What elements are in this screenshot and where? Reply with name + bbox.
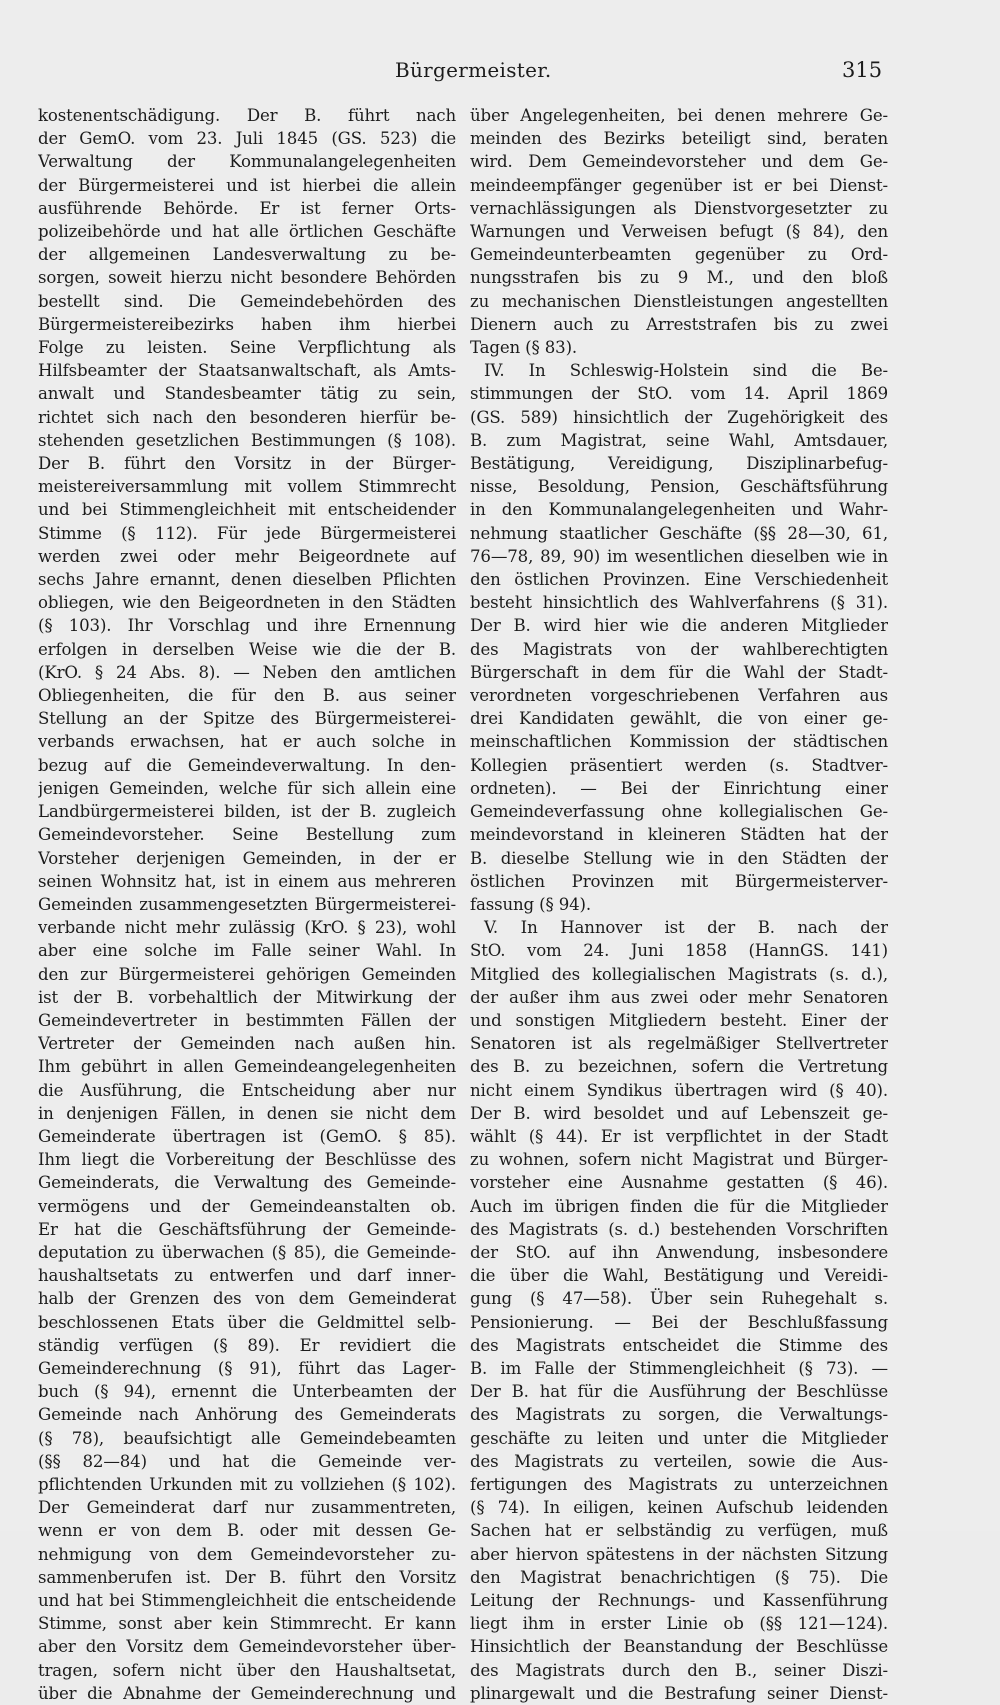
text-line: Mitglied des kollegialischen Magistrats (s. d.),: [470, 964, 888, 984]
text-line: verbands erwachsen, hat er auch solche in: [38, 732, 456, 752]
text-line: kostenentschädigung. Der B. führt nach: [38, 106, 456, 125]
text-line: des Magistrats entscheidet die Stimme des: [470, 1335, 888, 1355]
text-line: aber den Vorsitz dem Gemeindevorsteher über-: [38, 1637, 456, 1657]
text-line: des Magistrats zu sorgen, die Verwaltungs-: [470, 1405, 888, 1425]
text-line: Kollegien präsentiert werden (s. Stadtver-: [470, 755, 888, 775]
column-gutter: [458, 104, 459, 1454]
text-line: Ihm gebührt in allen Gemeindeangelegenheiten: [38, 1057, 456, 1077]
text-line: haushaltsetats zu entwerfen und darf inner-: [38, 1266, 456, 1286]
text-line: beschlossenen Etats über die Geldmittel selb-: [38, 1312, 456, 1332]
text-line: buch (§ 94), ernennt die Unterbeamten der: [38, 1382, 456, 1402]
text-line: Obliegenheiten, die für den B. aus seiner: [38, 686, 456, 706]
text-line: der GemO. vom 23. Juli 1845 (GS. 523) die: [38, 129, 456, 149]
text-line: gung (§ 47—58). Über sein Ruhegehalt s.: [470, 1289, 888, 1309]
text-line: Vorsteher derjenigen Gemeinden, in der er: [38, 848, 456, 868]
text-line: Hinsichtlich der Beanstandung der Beschlüsse: [470, 1637, 888, 1657]
text-line: werden zwei oder mehr Beigeordnete auf: [38, 546, 456, 566]
text-line: Hilfsbeamter der Staatsanwaltschaft, als Amts-: [38, 361, 456, 381]
text-line: aber hiervon spätestens in der nächsten Sitzung: [470, 1544, 888, 1564]
text-line: IV. In Schleswig-Holstein sind die Be-: [484, 361, 888, 381]
text-line: nehmung staatlicher Geschäfte (§§ 28—30, 61,: [470, 523, 888, 543]
text-line: meistereiversammlung mit vollem Stimmrecht: [38, 477, 456, 497]
text-line: Bürgermeistereibezirks haben ihm hierbei: [38, 314, 456, 334]
text-line: sechs Jahre ernannt, denen dieselben Pflichten: [38, 570, 456, 590]
text-line: B. zum Magistrat, seine Wahl, Amtsdauer,: [470, 430, 888, 450]
text-line: die Ausführung, die Entscheidung aber nur: [38, 1080, 456, 1100]
text-line: des Magistrats von der wahlberechtigten: [470, 639, 888, 659]
text-line: deputation zu überwachen (§ 85), die Gemeinde-: [38, 1242, 456, 1262]
text-line: und hat bei Stimmengleichheit die entscheidende: [38, 1591, 456, 1610]
text-line: Er hat die Geschäftsführung der Gemeinde-: [38, 1219, 456, 1239]
text-line: Gemeindevertreter in bestimmten Fällen der: [38, 1010, 456, 1030]
text-line: des Magistrats durch den B., seiner Diszi-: [470, 1660, 888, 1680]
text-line: ist der B. vorbehaltlich der Mitwirkung der: [38, 987, 456, 1007]
text-line: ständig verfügen (§ 89). Er revidiert die: [38, 1335, 456, 1355]
text-line: fassung (§ 94).: [470, 894, 591, 914]
text-line: Senatoren ist als regelmäßiger Stellvertreter: [470, 1034, 888, 1054]
text-line: halb der Grenzen des von dem Gemeinderat: [38, 1289, 456, 1309]
text-line: zu wohnen, sofern nicht Magistrat und Bürger-: [470, 1150, 888, 1170]
text-line: (KrO. § 24 Abs. 8). — Neben den amtlichen: [38, 662, 456, 682]
text-line: Gemeindevorsteher. Seine Bestellung zum: [38, 825, 456, 845]
text-line: in denjenigen Fällen, in denen sie nicht dem: [38, 1103, 456, 1123]
text-line: den östlichen Provinzen. Eine Verschiedenheit: [470, 570, 888, 590]
text-line: Der Gemeinderat darf nur zusammentreten,: [38, 1498, 456, 1518]
text-line: Dienern auch zu Arreststrafen bis zu zwei: [470, 314, 888, 334]
text-line: Gemeinden zusammengesetzten Bürgermeisterei-: [38, 894, 456, 914]
text-line: stehenden gesetzlichen Bestimmungen (§ 108).: [38, 430, 456, 450]
text-line: östlichen Provinzen mit Bürgermeisterver-: [470, 871, 888, 891]
text-line: Stellung an der Spitze des Bürgermeisterei-: [38, 709, 456, 729]
text-line: richtet sich nach den besonderen hierfür be-: [38, 407, 456, 427]
text-line: anwalt und Standesbeamter tätig zu sein,: [38, 384, 456, 404]
text-line: in den Kommunalangelegenheiten und Wahr-: [470, 500, 888, 520]
text-line: ordneten). — Bei der Einrichtung einer: [470, 778, 888, 798]
text-line: stimmungen der StO. vom 14. April 1869: [470, 384, 888, 404]
text-line: Ihm liegt die Vorbereitung der Beschlüsse des: [38, 1150, 456, 1170]
text-line: tragen, sofern nicht über den Haushaltsetat,: [38, 1660, 456, 1680]
text-line: über Angelegenheiten, bei denen mehrere Ge-: [470, 106, 888, 125]
text-line: bestellt sind. Die Gemeindebehörden des: [38, 291, 456, 311]
text-line: besteht hinsichtlich des Wahlverfahrens (§ 31).: [470, 593, 888, 613]
text-line: geschäfte zu leiten und unter die Mitglieder: [470, 1428, 888, 1448]
text-line: Sachen hat er selbständig zu verfügen, muß: [470, 1521, 888, 1541]
text-line: vorsteher eine Ausnahme gestatten (§ 46).: [470, 1173, 888, 1193]
text-line: (§ 78), beaufsichtigt alle Gemeindebeamten: [38, 1428, 456, 1448]
text-line: meinden des Bezirks beteiligt sind, beraten: [470, 129, 888, 149]
page-number: 315: [842, 58, 883, 82]
text-line: der Bürgermeisterei und ist hierbei die allein: [38, 175, 456, 195]
text-line: Gemeinderechnung (§ 91), führt das Lager-: [38, 1358, 456, 1378]
text-line: den zur Bürgermeisterei gehörigen Gemeinden: [38, 964, 456, 984]
text-line: Stimme (§ 112). Für jede Bürgermeisterei: [38, 523, 456, 543]
text-line: polizeibehörde und hat alle örtlichen Geschäfte: [38, 222, 456, 242]
text-line: nicht einem Syndikus übertragen wird (§ 40).: [470, 1080, 888, 1100]
text-line: der StO. auf ihn Anwendung, insbesondere: [470, 1242, 888, 1262]
text-line: Tagen (§ 83).: [470, 338, 578, 358]
text-line: der außer ihm aus zwei oder mehr Senatoren: [470, 987, 888, 1007]
text-line: V. In Hannover ist der B. nach der: [484, 918, 888, 938]
text-line: und sonstigen Mitgliedern besteht. Einer der: [470, 1010, 888, 1030]
right-text-column: [470, 104, 888, 1705]
text-line: verbande nicht mehr zulässig (KrO. § 23), wohl: [38, 918, 456, 938]
text-line: meindevorstand in kleineren Städten hat der: [470, 825, 888, 845]
text-line: des B. zu bezeichnen, sofern die Vertretung: [470, 1057, 888, 1077]
text-line: vernachlässigungen als Dienstvorgesetzter zu: [470, 198, 888, 218]
text-line: Stimme, sonst aber kein Stimmrecht. Er kann: [38, 1614, 456, 1634]
text-line: zu mechanischen Dienstleistungen angestellten: [470, 291, 888, 311]
text-line: und bei Stimmengleichheit mit entscheidender: [38, 500, 456, 520]
text-line: verordneten vorgeschriebenen Verfahren aus: [470, 686, 888, 706]
text-line: Verwaltung der Kommunalangelegenheiten: [38, 152, 456, 172]
text-line: Auch im übrigen finden die für die Mitglieder: [470, 1196, 888, 1216]
text-line: sammenberufen ist. Der B. führt den Vorsitz: [38, 1567, 456, 1587]
text-line: nisse, Besoldung, Pension, Geschäftsführung: [470, 477, 888, 497]
text-line: nehmigung von dem Gemeindevorsteher zu-: [38, 1544, 456, 1564]
text-line: B. im Falle der Stimmengleichheit (§ 73). —: [470, 1358, 888, 1378]
text-line: seinen Wohnsitz hat, ist in einem aus mehreren: [38, 871, 456, 891]
text-line: wenn er von dem B. oder mit dessen Ge-: [38, 1521, 456, 1541]
text-line: Gemeindeverfassung ohne kollegialischen Ge-: [470, 802, 888, 822]
text-line: Gemeinde nach Anhörung des Gemeinderats: [38, 1405, 456, 1425]
text-line: fertigungen des Magistrats zu unterzeichnen: [470, 1474, 888, 1494]
text-line: ausführende Behörde. Er ist ferner Orts-: [38, 198, 456, 218]
text-line: wird. Dem Gemeindevorsteher und dem Ge-: [470, 152, 888, 172]
text-line: die über die Wahl, Bestätigung und Vereidi-: [470, 1266, 888, 1286]
text-line: Gemeinderate übertragen ist (GemO. § 85).: [38, 1126, 456, 1146]
running-title: Bürgermeister.: [395, 58, 552, 82]
text-line: Pensionierung. — Bei der Beschlußfassung: [470, 1312, 888, 1332]
text-line: Der B. führt den Vorsitz in der Bürger-: [38, 454, 456, 474]
text-line: des Magistrats (s. d.) bestehenden Vorschriften: [470, 1219, 888, 1239]
text-line: Folge zu leisten. Seine Verpflichtung als: [38, 338, 456, 358]
text-line: des Magistrats zu verteilen, sowie die Aus-: [470, 1451, 888, 1471]
text-line: Warnungen und Verweisen befugt (§ 84), den: [470, 222, 888, 242]
text-line: StO. vom 24. Juni 1858 (HannGS. 141): [470, 941, 888, 961]
text-line: Gemeindeunterbeamten gegenüber zu Ord-: [470, 245, 888, 265]
text-line: erfolgen in derselben Weise wie die der B.: [38, 639, 456, 659]
text-line: sorgen, soweit hierzu nicht besondere Behörden: [38, 268, 456, 288]
left-text-column: [38, 104, 456, 1705]
text-line: den Magistrat benachrichtigen (§ 75). Die: [470, 1567, 888, 1587]
text-line: Leitung der Rechnungs- und Kassenführung: [470, 1591, 888, 1610]
text-line: Vertreter der Gemeinden nach außen hin.: [38, 1034, 456, 1054]
text-line: nungsstrafen bis zu 9 M., und den bloß: [470, 268, 888, 288]
text-line: 76—78, 89, 90) im wesentlichen dieselben wie in: [470, 546, 888, 566]
text-line: Der B. hat für die Ausführung der Beschlüsse: [470, 1382, 888, 1402]
text-line: Bürgerschaft in dem für die Wahl der Stadt-: [470, 662, 888, 682]
text-line: liegt ihm in erster Linie ob (§§ 121—124).: [470, 1614, 888, 1634]
text-line: vermögens und der Gemeindeanstalten ob.: [38, 1196, 456, 1216]
text-line: obliegen, wie den Beigeordneten in den Städten: [38, 593, 456, 613]
text-line: meinschaftlichen Kommission der städtischen: [470, 732, 888, 752]
text-line: (GS. 589) hinsichtlich der Zugehörigkeit des: [470, 407, 888, 427]
text-line: (§ 103). Ihr Vorschlag und ihre Ernennung: [38, 616, 456, 636]
text-line: pflichtenden Urkunden mit zu vollziehen (§ 102).: [38, 1474, 456, 1494]
text-line: meindeempfänger gegenüber ist er bei Dienst-: [470, 175, 888, 195]
text-line: der allgemeinen Landesverwaltung zu be-: [38, 245, 456, 265]
text-line: Der B. wird hier wie die anderen Mitglieder: [470, 616, 888, 636]
text-line: drei Kandidaten gewählt, die von einer ge-: [470, 709, 888, 729]
text-line: Gemeinderats, die Verwaltung des Gemeinde-: [38, 1173, 456, 1193]
text-line: jenigen Gemeinden, welche für sich allein eine: [38, 778, 456, 798]
text-line: Der B. wird besoldet und auf Lebenszeit ge-: [470, 1103, 888, 1123]
running-header: [0, 58, 1000, 88]
text-line: plinargewalt und die Bestrafung seiner Dienst-: [470, 1683, 888, 1703]
text-line: wählt (§ 44). Er ist verpflichtet in der Stadt: [470, 1126, 888, 1146]
text-line: B. dieselbe Stellung wie in den Städten der: [470, 848, 888, 868]
text-line: über die Abnahme der Gemeinderechnung und: [38, 1683, 456, 1703]
text-line: (§ 74). In eiligen, keinen Aufschub leidenden: [470, 1498, 888, 1518]
text-line: (§§ 82—84) und hat die Gemeinde ver-: [38, 1451, 456, 1471]
text-line: bezug auf die Gemeindeverwaltung. In den-: [38, 755, 456, 775]
text-line: aber eine solche im Falle seiner Wahl. In: [38, 941, 456, 961]
text-line: Bestätigung, Vereidigung, Disziplinarbefug-: [470, 454, 888, 474]
text-line: Landbürgermeisterei bilden, ist der B. zugleich: [38, 802, 456, 822]
